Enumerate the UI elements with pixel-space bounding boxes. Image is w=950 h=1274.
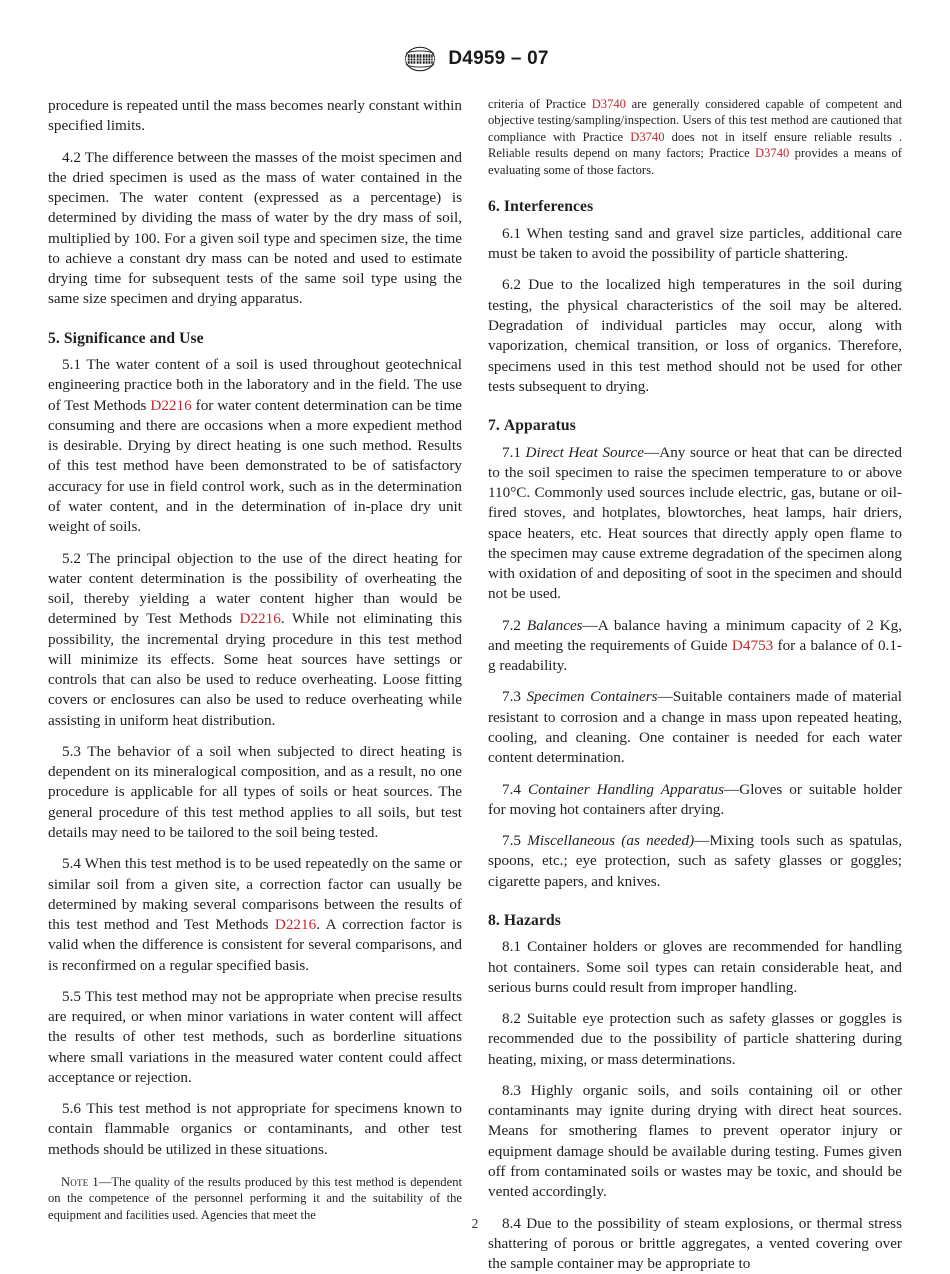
heading-section-7-number: 7.: [488, 417, 500, 434]
paragraph-7-1: [488, 443, 902, 605]
paragraph-7-1-number: 7.1: [502, 444, 526, 461]
paragraph-8-1: 8.1 Container holders or gloves are recommended for handling hot containers. Some soil types can retain considerable heat, and serious burns could result from improper handling.: [488, 937, 902, 998]
paragraph-5-3: 5.3 The behavior of a soil when subjected to direct heating is dependent on its mineralogical composition, and as a result, no one procedure is applicable for all types of soils or heat sources. The general procedure of this test method applies to all soils, but test details may need to be tailored to the soil being tested.: [48, 742, 462, 843]
paragraph-8-3: 8.3 Highly organic soils, and soils containing oil or other contaminants may ignite during drying with direct heat sources. Means for smothering flames to prevent operator injury or equipment damage should be available during testing. Fumes given off from contaminated soils or wastes may be toxic, and should be vented accordingly.: [488, 1081, 902, 1203]
note-cont-part-a: criteria of Practice: [488, 97, 592, 111]
paragraph-6-2: 6.2 Due to the localized high temperatures in the soil during testing, the physical characteristics of the soil may be altered. Degradation of individual particles may occur, along with vaporization, chemical transition, or loss of organics. Therefore, specimens used in this test method should not be used for other tests subsequent to drying.: [488, 275, 902, 397]
paragraph-7-2-text-a: —A balance having a minimum capacity of 2 Kg, and meeting the requirements of Guide: [488, 617, 902, 654]
heading-section-5-number: 5.: [48, 330, 60, 347]
two-column-body: [48, 96, 902, 1274]
standard-designation: D4959 – 07: [448, 48, 548, 70]
astm-logo-icon: [401, 44, 439, 74]
paragraph-6-1: 6.1 When testing sand and gravel size particles, additional care must be taken to avoid the possibility of particle shattering.: [488, 224, 902, 265]
paragraph-7-2-text-b: for a balance of 0.1-g readability.: [488, 637, 902, 674]
paragraph-7-2-term: Balances: [527, 617, 583, 634]
link-d4753[interactable]: D4753: [732, 637, 773, 654]
paragraph-7-4-text: —Gloves or suitable holder for moving hot containers after drying.: [488, 781, 902, 818]
note-1-label: Note: [61, 1175, 88, 1189]
paragraph-7-3-term: Specimen Containers: [526, 688, 657, 705]
paragraph-7-4-number: 7.4: [502, 781, 528, 798]
paragraph-5-2-part-a: 5.2 The principal objection to the use of the direct heating for water content determination is the possibility of overheating the soil, thereby yielding a water content higher than would be determined by Test Methods: [48, 550, 462, 628]
page-number: 2: [0, 1216, 950, 1232]
paragraph-5-1: [48, 355, 462, 537]
heading-section-8: [488, 892, 902, 937]
note-cont-part-c: does not in itself ensure reliable results . Reliable results depend on many factors; Practice: [488, 130, 902, 160]
paragraph-5-1-part-b: for water content determination can be time consuming and there are occasions when a more expedient method is desirable. Drying by direct heating is one such method. Results of this test method have been demonstrated to be of satisfactory accuracy for use in field control work, such as in the determination of water content, and in the determination of in-place dry unit weight of soils.: [48, 397, 462, 536]
heading-section-8-title: Hazards: [504, 912, 561, 929]
link-d2216[interactable]: D2216: [239, 610, 280, 627]
paragraph-7-4-term: Container Handling Apparatus: [528, 781, 724, 798]
paragraph-5-4-part-b: . A correction factor is valid when the difference is consistent for several comparisons, and is reconfirmed on a regular specified basis.: [48, 916, 462, 974]
heading-section-7: [488, 397, 902, 442]
right-column: [488, 96, 902, 1274]
paragraph-7-1-text: —Any source or heat that can be directed to the soil specimen to raise the specimen temperature to or above 110°C. Commonly used sources include electric, gas, butane or oil-fired stoves, and hotplates, blowtorches, heat lamps, hair driers, space heaters, etc. Heat sources that directly apply open flame to the specimen may cause extreme degradation of the specimen along with oxidation of and depositing of soot in the specimen and should not be used.: [488, 444, 902, 603]
note-1-text: The quality of the results produced by this test method is dependent on the competence of the personnel performing it and the suitability of the equipment and facilities used. Agencies that meet the: [48, 1175, 462, 1222]
paragraph-5-1-part-a: 5.1 The water content of a soil is used throughout geotechnical engineering practice both in the laboratory and in the field. The use of Test Methods: [48, 356, 462, 414]
heading-section-5: [48, 310, 462, 355]
heading-section-6-number: 6.: [488, 198, 500, 215]
paragraph-4-2: 4.2 The difference between the masses of the moist specimen and the dried specimen is used as the mass of water contained in the specimen. The water content (expressed as a percentage) is determined by dividing the mass of water by the dry mass of soil, multiplied by 100. For a given soil type and specimen size, the time to achieve a constant dry mass can be noted and used to estimate drying time for subsequent tests of the same soil type using the same size specimen and drying apparatus.: [48, 148, 462, 310]
paragraph-8-4: 8.4 Due to the possibility of steam explosions, or thermal stress shattering of porous or brittle aggregates, a vented covering over the sample container may be appropriate to: [488, 1214, 902, 1274]
paragraph-7-5: [488, 831, 902, 892]
paragraph-carryover: procedure is repeated until the mass becomes nearly constant within specified limits.: [48, 96, 462, 137]
heading-section-7-title: Apparatus: [504, 417, 576, 434]
page-header: [0, 44, 950, 74]
paragraph-7-1-term: Direct Heat Source: [526, 444, 645, 461]
note-cont-part-b: are generally considered capable of competent and objective testing/sampling/inspection. Users of this test method are cautioned that compliance with Practice: [488, 97, 902, 144]
paragraph-5-2: [48, 549, 462, 731]
paragraph-5-5: 5.5 This test method may not be appropriate when precise results are required, or when minor variations in water content will affect the results of other test methods, such as borderline situations where small variations in the measured water content could affect acceptance or rejection.: [48, 987, 462, 1088]
note-cont-part-d: provides a means of evaluating some of those factors.: [488, 146, 902, 176]
paragraph-7-2: [488, 616, 902, 677]
paragraph-7-3-number: 7.3: [502, 688, 526, 705]
paragraph-5-2-part-b: . While not eliminating this possibility, the incremental drying procedure in this test method will minimize its effects. Some heat sources have settings or controls that can also be used to reduce overheating. Loose fitting covers or enclosures can also be used to reduce overheating while assisting in uniform heat distribution.: [48, 610, 462, 728]
paragraph-7-3: [488, 687, 902, 768]
paragraph-8-2: 8.2 Suitable eye protection such as safety glasses or goggles is recommended due to the possibility of particle shattering during heating, mixing, or mass determinations.: [488, 1009, 902, 1070]
link-d2216[interactable]: D2216: [275, 916, 316, 933]
note-1-number: 1—: [88, 1175, 111, 1189]
link-d2216[interactable]: D2216: [150, 397, 191, 414]
paragraph-7-2-number: 7.2: [502, 617, 527, 634]
link-d3740[interactable]: D3740: [755, 146, 789, 160]
link-d3740[interactable]: D3740: [592, 97, 626, 111]
paragraph-7-4: [488, 780, 902, 821]
paragraph-5-6: 5.6 This test method is not appropriate for specimens known to contain flammable organics or contaminants, and other test methods should be utilized in these situations.: [48, 1099, 462, 1160]
left-column: [48, 96, 462, 1274]
paragraph-7-3-text: —Suitable containers made of material resistant to corrosion and a change in mass upon repeated heating, cooling, and cleaning. One container is needed for each water content determination.: [488, 688, 902, 766]
link-d3740[interactable]: D3740: [630, 130, 664, 144]
paragraph-7-5-term: Miscellaneous (as needed): [527, 832, 694, 849]
paragraph-5-4: [48, 854, 462, 976]
heading-section-6-title: Interferences: [504, 198, 593, 215]
note-1-continuation: [488, 96, 902, 178]
paragraph-7-5-number: 7.5: [502, 832, 527, 849]
heading-section-6: [488, 178, 902, 223]
heading-section-5-title: Significance and Use: [64, 330, 204, 347]
paragraph-5-4-part-a: 5.4 When this test method is to be used repeatedly on the same or similar soil from a given site, a correction factor can usually be determined by making several comparisons between the results of this test method and Test Methods: [48, 855, 462, 933]
heading-section-8-number: 8.: [488, 912, 500, 929]
paragraph-7-5-text: —Mixing tools such as spatulas, spoons, etc.; eye protection, such as safety glasses or goggles; cigarette papers, and knives.: [488, 832, 902, 890]
